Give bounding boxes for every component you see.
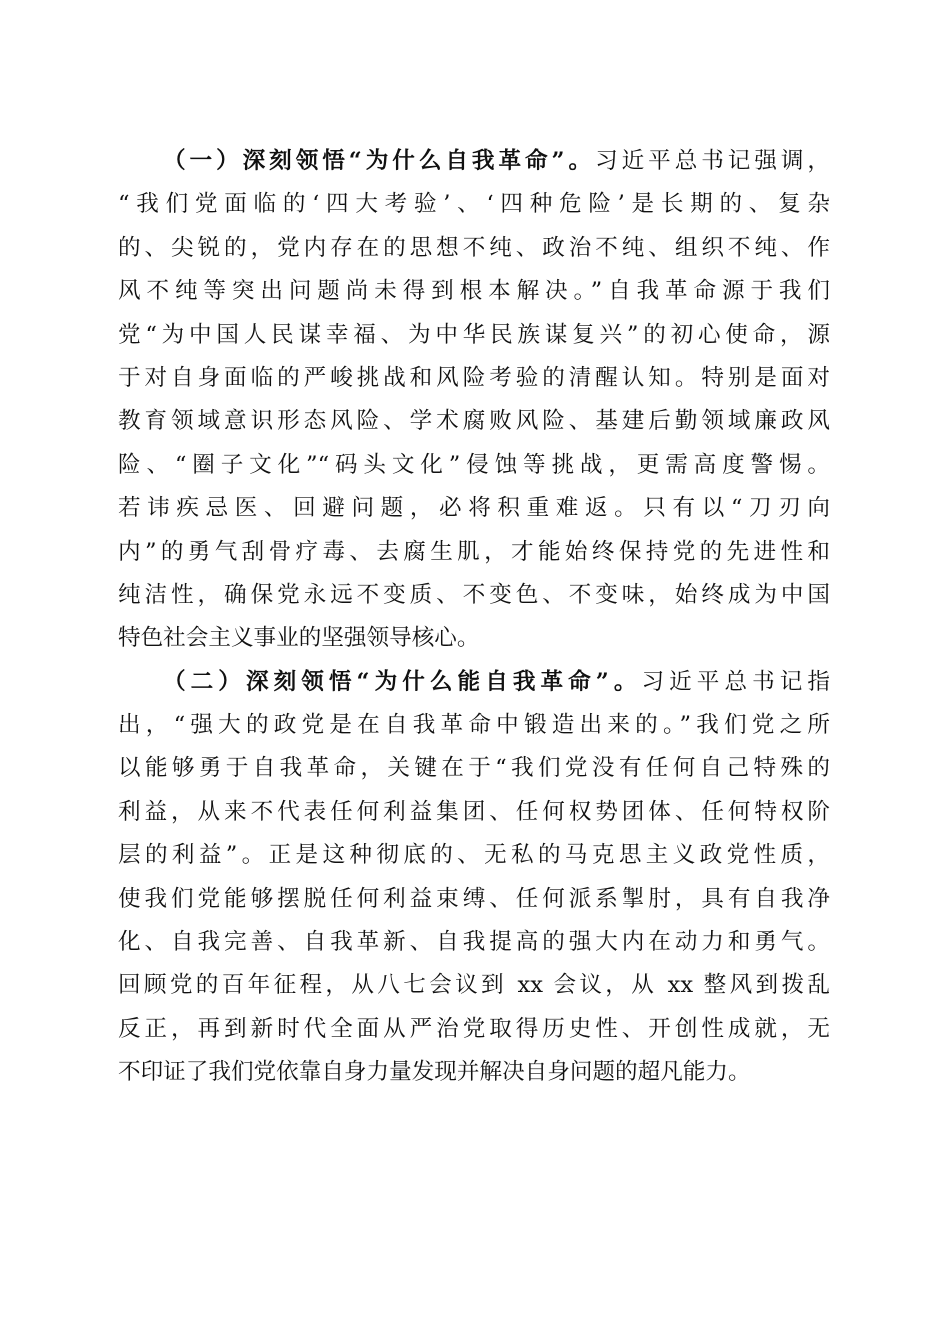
paragraph-line: 于对自身面临的严峻挑战和风险考验的清醒认知。特别是面对 [118,364,830,391]
paragraph-line: 教育领域意识形态风险、学术腐败风险、基建后勤领域廉政风 [118,408,830,435]
paragraph-line: 以能够勇于自我革命，关键在于“我们党没有任何自己特殊的 [118,755,830,782]
paragraph-heading: （二）深刻领悟“为什么能自我革命”。 [163,668,642,695]
paragraph-line: 使我们党能够摆脱任何利益束缚、任何派系掣肘，具有自我净 [118,885,830,912]
paragraph-line: 纯洁性，确保党永远不变质、不变色、不变味，始终成为中国 [118,581,830,608]
paragraph-heading: （一）深刻领悟“为什么自我革命”。 [163,148,596,174]
paragraph-line: 党“为中国人民谋幸福、为中华民族谋复兴”的初心使命，源 [118,321,830,348]
paragraph-1 [118,140,830,661]
paragraph-line: 利益，从来不代表任何利益集团、任何权势团体、任何特权阶 [118,798,830,825]
paragraph-line [118,661,830,704]
paragraph-line: 不印证了我们党依靠自身力量发现并解决自身问题的超凡能力。 [118,1059,751,1086]
paragraph-line: 出，“强大的政党是在自我革命中锻造出来的。”我们党之所 [118,712,830,739]
paragraph-line: 风不纯等突出问题尚未得到根本解决。”自我革命源于我们 [118,278,830,305]
paragraph-line [118,140,830,183]
document-body [118,140,830,1095]
paragraph-line: 回顾党的百年征程，从八七会议到 xx 会议，从 xx 整风到拨乱 [118,972,830,999]
paragraph-line: 内”的勇气刮骨疗毒、去腐生肌，才能始终保持党的先进性和 [118,538,830,565]
paragraph-text: 习近平总书记强调， [595,148,831,174]
paragraph-line: 反正，再到新时代全面从严治党取得历史性、开创性成就，无 [118,1015,830,1042]
paragraph-line: 化、自我完善、自我革新、自我提高的强大内在动力和勇气。 [118,929,830,956]
paragraph-line: “我们党面临的‘四大考验’、‘四种危险’是长期的、复杂 [118,191,830,218]
paragraph-line: 层的利益”。正是这种彻底的、无私的马克思主义政党性质， [118,842,830,869]
paragraph-line: 特色社会主义事业的坚强领导核心。 [118,625,480,652]
paragraph-line: 若讳疾忌医、回避问题，必将积重难返。只有以“刀刃向 [118,495,830,522]
paragraph-line: 险、“圈子文化”“码头文化”侵蚀等挑战，更需高度警惕。 [118,451,830,478]
paragraph-line: 的、尖锐的，党内存在的思想不纯、政治不纯、组织不纯、作 [118,234,830,261]
paragraph-text: 习近平总书记指 [641,668,830,695]
paragraph-2 [118,661,830,1095]
